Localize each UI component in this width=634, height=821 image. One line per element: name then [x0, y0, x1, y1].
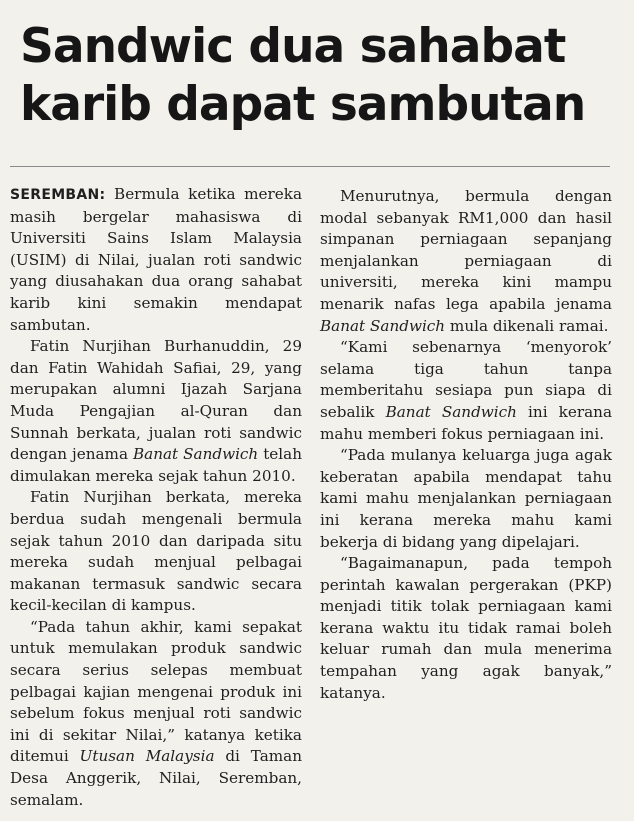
headline-divider — [10, 166, 610, 167]
paragraph-6-text-b: ini kerana mahu memberi fokus perniagaan ini. — [320, 402, 612, 443]
newspaper-name: Utusan Malaysia — [79, 747, 215, 766]
paragraph-4-text-b: di Taman Desa Anggerik, Nilai, Seremban, semalam. — [10, 747, 302, 809]
article-column-left — [10, 184, 302, 811]
paragraph-2 — [10, 336, 302, 487]
paragraph-4-text-a: “Pada tahun akhir, kami sepakat untuk memulakan produk sandwic secara serius selepas membuat pelbagai kajian mengenai produk ini sebelum fokus menjual roti sandwic ini di sekitar Nilai,” katanya ketika ditemui — [10, 617, 302, 766]
paragraph-3: Fatin Nurjihan berkata, mereka berdua sudah mengenali bermula sejak tahun 2010 dan daripada situ mereka sudah menjual pelbagai makanan termasuk sandwic secara kecil-kecilan di kampus. — [10, 488, 302, 615]
brand-name: Banat Sandwich — [320, 316, 446, 335]
headline-line-1: Sandwic dua sahabat — [20, 19, 566, 74]
headline-line-2: karib dapat sambutan — [20, 77, 586, 132]
paragraph-2-text-b: telah dimulakan mereka sejak tahun 2010. — [10, 445, 302, 485]
paragraph-5 — [320, 186, 612, 337]
paragraph-1-text: Bermula ketika mereka masih bergelar mahasiswa di Universiti Sains Islam Malaysia (USIM) di Nilai, jualan roti sandwic yang diusahakan dua orang sahabat karib kini semakin mendapat sambutan. — [10, 185, 302, 334]
paragraph-1 — [10, 184, 302, 336]
article-headline — [20, 18, 620, 134]
dateline: SEREMBAN: — [10, 187, 106, 203]
paragraph-6-text-a: “Kami sebenarnya ‘menyorok’ selama tiga tahun tanpa memberitahu sesiapa pun siapa di sebalik — [320, 338, 612, 421]
paragraph-4 — [10, 617, 302, 811]
brand-name: Banat Sandwich — [132, 445, 259, 464]
paragraph-8: “Bagaimanapun, pada tempoh perintah kawalan pergerakan (PKP) menjadi titik tolak perniagaan kami kerana waktu itu tidak ramai boleh keluar rumah dan mula menerima tempahan yang agak banyak,” katanya. — [320, 554, 612, 702]
brand-name: Banat Sandwich — [385, 402, 517, 421]
paragraph-5-text-b: mula dikenali ramai. — [445, 316, 609, 335]
paragraph-5-text-a: Menurutnya, bermula dengan modal sebanyak RM1,000 dan hasil simpanan perniagaan sepanjang menjalankan perniagaan di universiti, mereka kini mampu menarik nafas lega apabila jenama — [320, 187, 612, 313]
article-column-right — [320, 186, 612, 704]
paragraph-7: “Pada mulanya keluarga juga agak keberatan apabila mendapat tahu kami mahu menjalankan perniagaan ini kerana mereka mahu kami bekerja di bidang yang dipelajari. — [320, 446, 612, 551]
paragraph-2-text-a: Fatin Nurjihan Burhanuddin, 29 dan Fatin Wahidah Safiai, 29, yang merupakan alumni Ijazah Sarjana Muda Pengajian al-Quran dan Sunnah berkata, jualan roti sandwic dengan jenama — [10, 337, 302, 464]
paragraph-6 — [320, 337, 612, 445]
